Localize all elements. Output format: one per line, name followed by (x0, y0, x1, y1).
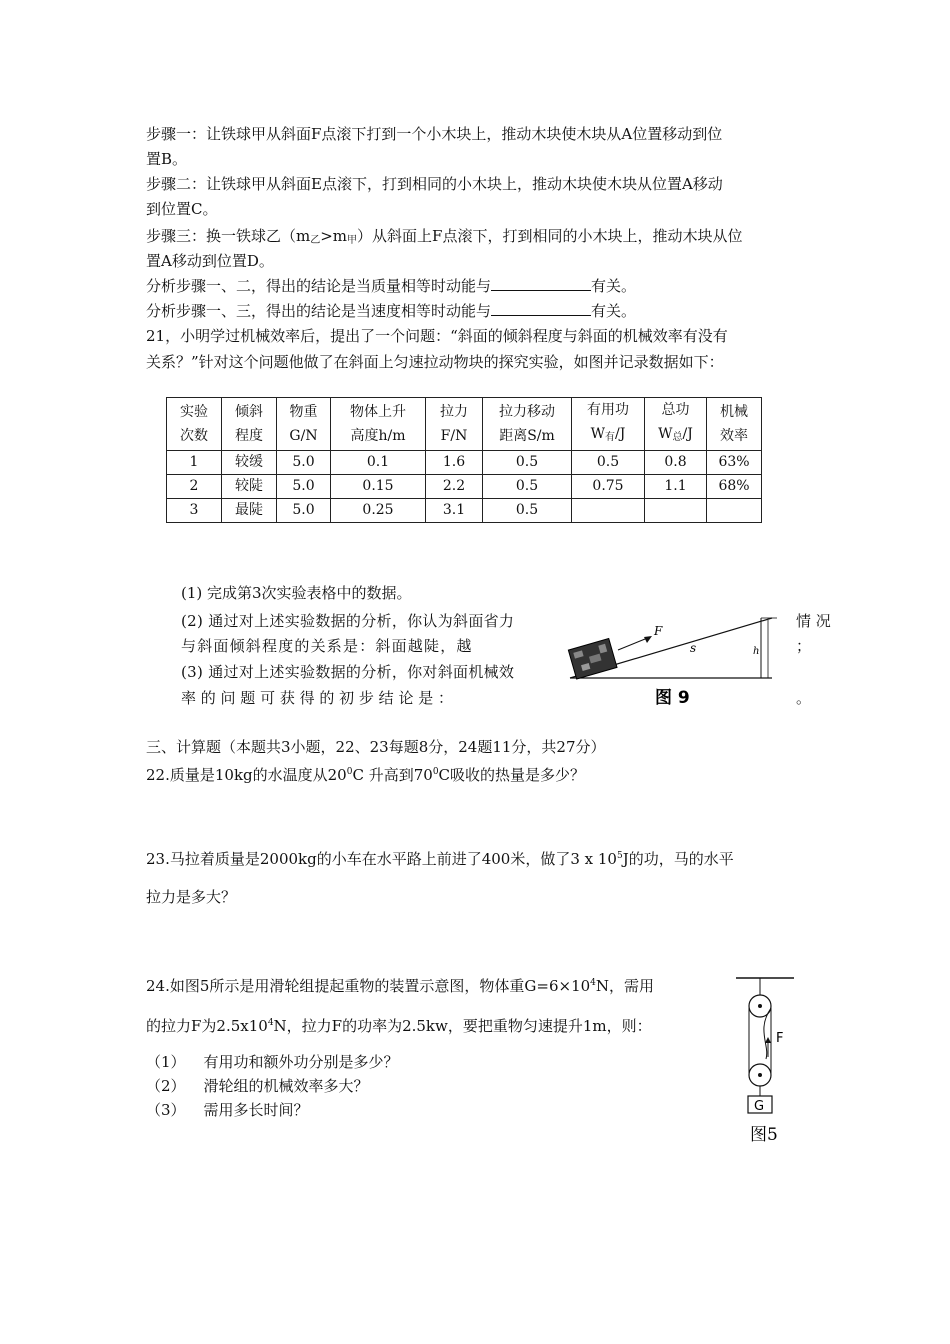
table-header-row (167, 398, 762, 451)
table-cell: 68% (707, 475, 762, 499)
table-cell: 5.0 (277, 451, 331, 475)
header-cell: 实验 次数 (167, 398, 222, 451)
table-cell: 0.5 (572, 451, 645, 475)
table-cell: 3.1 (426, 499, 483, 523)
table-cell: 较陡 (222, 475, 277, 499)
table-cell: 3 (167, 499, 222, 523)
answer-cell[interactable] (572, 499, 645, 523)
table-cell: 0.15 (331, 475, 426, 499)
table-cell: 1 (167, 451, 222, 475)
pulley-figure (736, 975, 806, 1147)
step3-line1: 步骤三：换一铁球乙$(m_乙>m_甲)$从斜面上F点滚下，打到相同的小木块上，推动木块从位 (146, 227, 743, 246)
experiment-table (166, 397, 762, 523)
fixed-pulley-axle (758, 1004, 762, 1008)
weight-label: G (754, 1099, 765, 1114)
answer-blank[interactable] (491, 276, 591, 291)
header-cell: 有用功 $W_有/J$ (572, 398, 645, 451)
figure-caption: 图 9 (655, 688, 690, 708)
arrow-head-icon (765, 1037, 771, 1043)
section-3-title: 三、计算题（本题共3小题，22、23每题8分，24题11分，共27分） (146, 738, 606, 756)
incline-figure (562, 612, 782, 708)
block-icon (568, 639, 617, 679)
analysis-2: 分析步骤一、三，得出的结论是当速度相等时动能与 有关。 (146, 302, 637, 320)
table-row (167, 451, 762, 475)
answer-cell[interactable] (645, 499, 707, 523)
step1-line2: 置B。 (146, 150, 188, 168)
step3-line2: 置A移动到位置D。 (146, 252, 274, 270)
question-23-line1: 23.马拉着质量是2000kg的小车在水平路上前进了400米，做了3 x $10^5J$的功，马的水平 (146, 850, 734, 868)
table-row (167, 475, 762, 499)
table-cell: 1.1 (645, 475, 707, 499)
answer-cell[interactable] (707, 499, 762, 523)
table-cell: 最陡 (222, 499, 277, 523)
header-cell: 拉力移动 距离S/m (483, 398, 572, 451)
force-label: F (654, 624, 663, 638)
table-cell: 63% (707, 451, 762, 475)
table-cell: 5.0 (277, 499, 331, 523)
distance-label: s (690, 641, 697, 655)
header-cell: 机械 效率 (707, 398, 762, 451)
question-24-item-1: （1） 有用功和额外功分别是多少？ (146, 1053, 399, 1071)
sub-question-1: (1) 完成第3次实验表格中的数据。 (181, 584, 412, 602)
table-cell: 0.5 (483, 451, 572, 475)
sub-question-2a: (2) 通过对上述实验数据的分析，你认为斜面省力 (181, 612, 515, 630)
table-cell: 2.2 (426, 475, 483, 499)
period-1: 。 (796, 689, 812, 707)
sub-question-3b: 率 的 问 题 可 获 得 的 初 步 结 论 是 ： (181, 689, 453, 707)
header-cell: 拉力 F/N (426, 398, 483, 451)
arrow-head-icon (644, 636, 652, 643)
q21-line2: 关系？”针对这个问题他做了在斜面上匀速拉动物块的探究实验，如图并记录数据如下： (146, 353, 724, 371)
header-cell: 倾斜 程度 (222, 398, 277, 451)
table-cell: 0.8 (645, 451, 707, 475)
sub-question-2-tail: 情 况 (796, 612, 831, 630)
question-24-item-2: （2） 滑轮组的机械效率多大？ (146, 1077, 369, 1095)
analysis-1: 分析步骤一、二，得出的结论是当质量相等时动能与 有关。 (146, 277, 637, 295)
q21-line1: 21，小明学过机械效率后，提出了一个问题：“斜面的倾斜程度与斜面的机械效率有没有 (146, 327, 728, 345)
height-label: h (753, 646, 760, 657)
header-cell: 物体上升 高度h/m (331, 398, 426, 451)
table-row (167, 499, 762, 523)
table-cell: 5.0 (277, 475, 331, 499)
step1-line1: 步骤一：让铁球甲从斜面F点滚下打到一个小木块上，推动木块使木块从A位置移动到位 (146, 125, 723, 143)
question-24-item-3: （3） 需用多长时间？ (146, 1101, 309, 1119)
sub-question-2b: 与斜面倾斜程度的关系是：斜面越陡，越 (181, 637, 473, 655)
step2-line1: 步骤二：让铁球甲从斜面E点滚下，打到相同的小木块上，推动木块使木块从位置A移动 (146, 175, 723, 193)
semicolon-1: ； (796, 637, 812, 655)
figure-caption: 图5 (750, 1125, 778, 1145)
force-label: F (776, 1031, 784, 1046)
table-cell: 1.6 (426, 451, 483, 475)
header-cell: 物重 G/N (277, 398, 331, 451)
answer-blank[interactable] (491, 301, 591, 316)
table-cell: 0.75 (572, 475, 645, 499)
question-23-line2: 拉力是多大？ (146, 888, 237, 906)
table-cell: 较缓 (222, 451, 277, 475)
question-24-line2: 的拉力F为$2.5x10^4N$，拉力F的功率为2.5kw，要把重物匀速提升1m，则： (146, 1017, 652, 1035)
table-cell: 0.25 (331, 499, 426, 523)
table-cell: 2 (167, 475, 222, 499)
table-cell: 0.1 (331, 451, 426, 475)
question-22: 22.质量是10kg的水温度从$20^0C$ 升高到$70^0C$吸收的热量是多少？ (146, 766, 586, 784)
header-cell: 总功 $W_总/J$ (645, 398, 707, 451)
step2-line2: 到位置C。 (146, 200, 218, 218)
question-24-line1: 24.如图5所示是用滑轮组提起重物的装置示意图，物体重$G=6\times 10^4N$，需用 (146, 977, 655, 995)
sub-question-3a: (3) 通过对上述实验数据的分析，你对斜面机械效 (181, 663, 515, 681)
table-cell: 0.5 (483, 475, 572, 499)
movable-pulley-axle (758, 1073, 762, 1077)
table-cell: 0.5 (483, 499, 572, 523)
